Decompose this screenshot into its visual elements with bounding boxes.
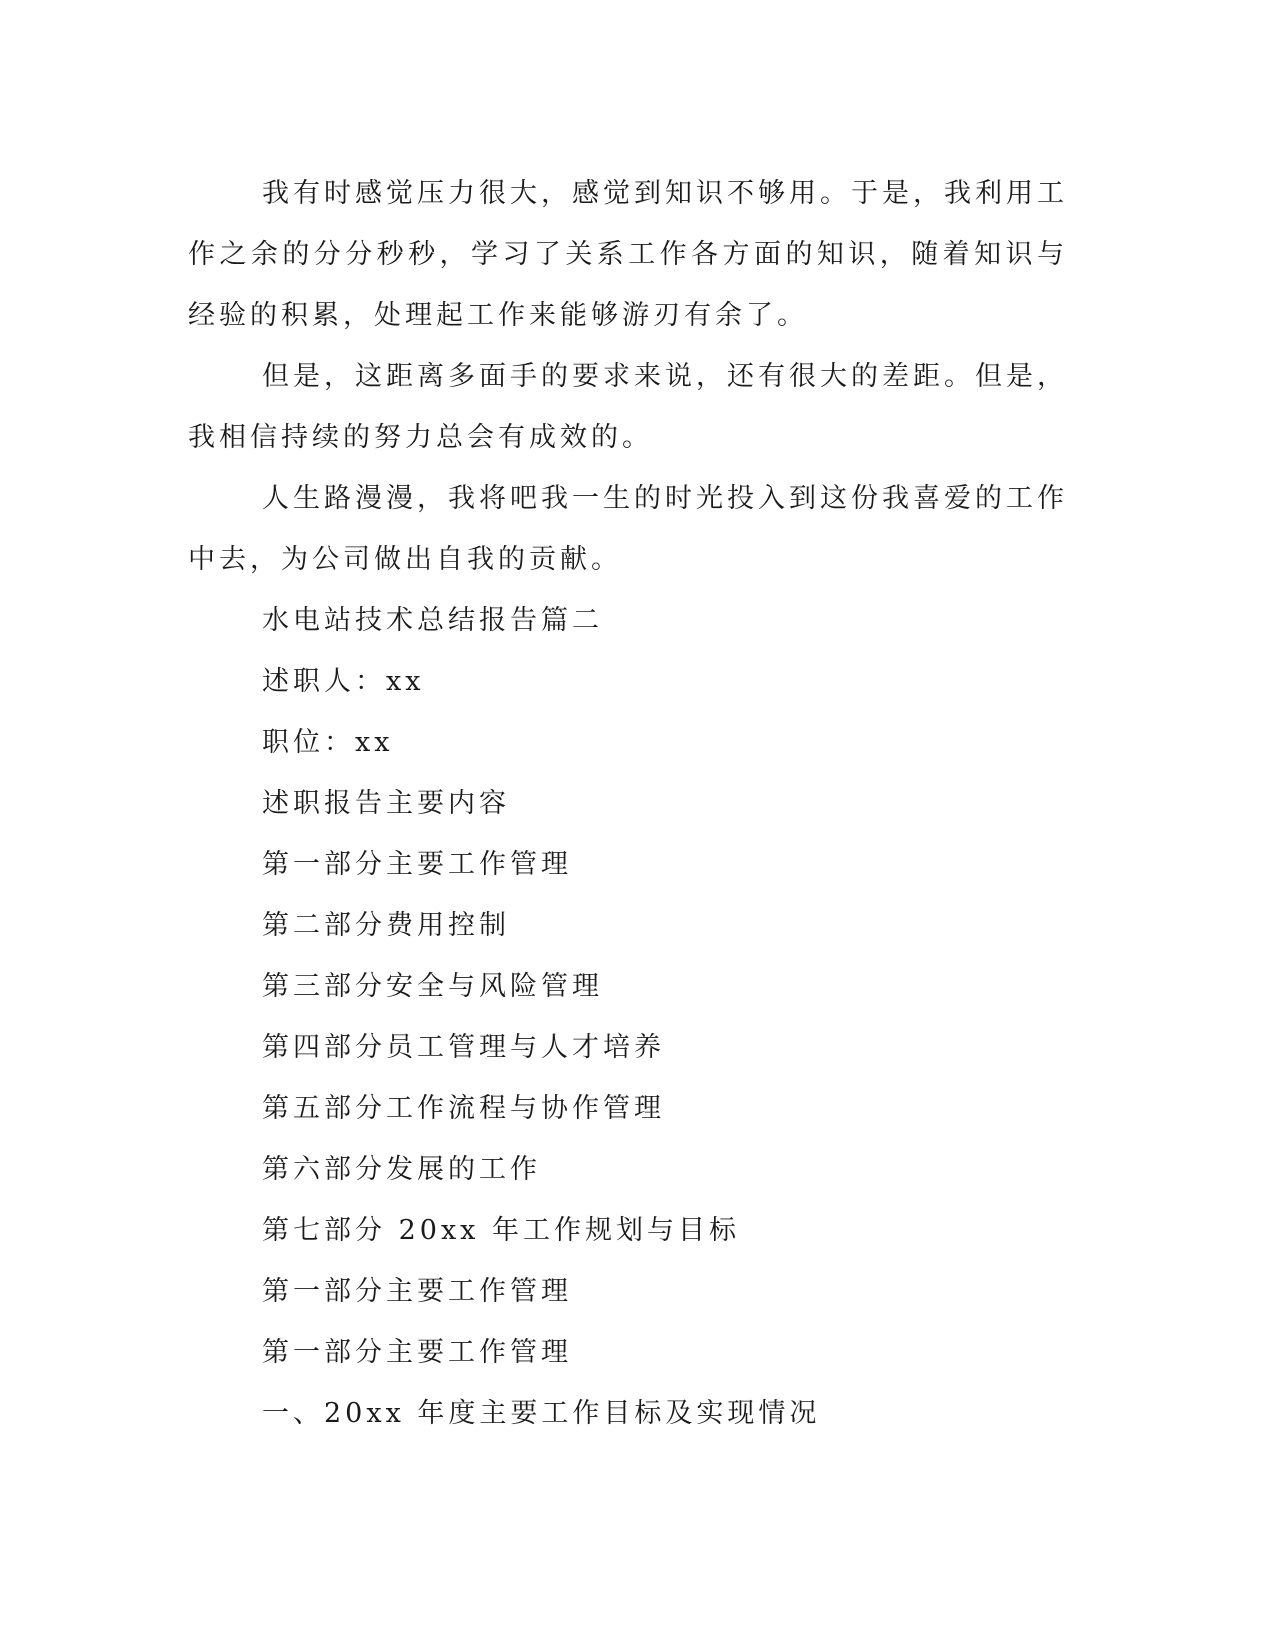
contents-item: 第一部分主要工作管理 xyxy=(262,849,572,880)
subsection-heading: 一、20xx 年度主要工作目标及实现情况 xyxy=(262,1398,821,1429)
contents-item: 第五部分工作流程与协作管理 xyxy=(262,1093,665,1124)
contents-item: 第三部分安全与风险管理 xyxy=(262,971,603,1002)
part-heading: 第一部分主要工作管理 xyxy=(262,1337,572,1368)
reporter-line: 述职人：xx xyxy=(262,666,425,697)
position-line: 职位：xx xyxy=(262,727,394,758)
part-heading: 第一部分主要工作管理 xyxy=(262,1276,572,1307)
contents-item: 第六部分发展的工作 xyxy=(262,1154,541,1185)
contents-item: 第七部分 20xx 年工作规划与目标 xyxy=(262,1215,740,1246)
paragraph-career: 人生路漫漫，我将吧我一生的时光投入到这份我喜爱的工作中去，为公司做出自我的贡献。 xyxy=(188,483,1068,575)
contents-heading: 述职报告主要内容 xyxy=(262,788,510,819)
section-title: 水电站技术总结报告篇二 xyxy=(262,605,603,636)
paragraph-gap: 但是，这距离多面手的要求来说，还有很大的差距。但是，我相信持续的努力总会有成效的。 xyxy=(188,361,1068,453)
paragraph-pressure: 我有时感觉压力很大，感觉到知识不够用。于是，我利用工作之余的分分秒秒，学习了关系工作各方面的知识，随着知识与经验的积累，处理起工作来能够游刃有余了。 xyxy=(188,178,1068,331)
contents-item: 第二部分费用控制 xyxy=(262,910,510,941)
contents-item: 第四部分员工管理与人才培养 xyxy=(262,1032,665,1063)
document-body xyxy=(188,163,1068,1444)
